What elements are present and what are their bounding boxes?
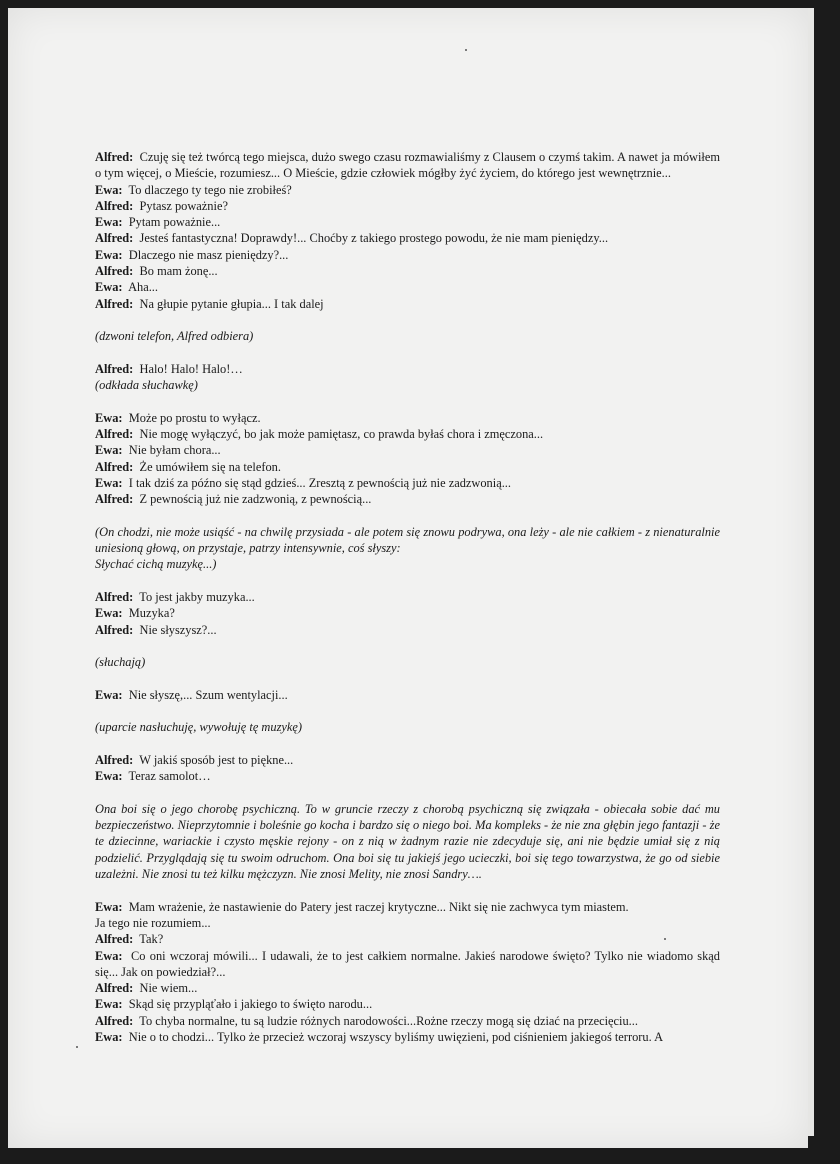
stage-direction: Słychać cichą muzykę...) [95, 557, 217, 572]
dialogue-line [95, 752, 720, 768]
dialogue-text: To chyba normalne, tu są ludzie różnych narodowości...Rożne rzeczy mogą się dziać na przecięciu... [139, 1013, 638, 1028]
stage-direction: (odkłada słuchawkę) [95, 378, 198, 393]
speaker-name: Ewa: [95, 606, 123, 621]
dialogue-line [95, 687, 720, 703]
speaker-name: Ewa: [95, 182, 123, 197]
dialogue-text: Na głupie pytanie głupia... I tak dalej [139, 296, 324, 311]
dialogue-line [95, 198, 720, 214]
blank-line [95, 638, 720, 654]
blank-line [95, 703, 720, 719]
dialogue-text: Aha... [128, 280, 158, 295]
dialogue-line [95, 605, 720, 621]
speaker-name: Alfred: [95, 981, 134, 996]
dialogue-line [95, 980, 720, 996]
dialogue-text: Co oni wczoraj mówili... I udawali, że to jest całkiem normalne. Jakieś narodowe święto? Tylko nie wiadomo skąd się... Jak on powiedział?... [95, 948, 720, 979]
dialogue-line [95, 491, 720, 507]
dialogue-line [95, 948, 720, 981]
speaker-name: Ewa: [95, 1030, 123, 1045]
speaker-name: Ewa: [95, 215, 123, 230]
stage-direction: (uparcie nasłuchuję, wywołuję tę muzykę) [95, 720, 303, 735]
dialogue-line [95, 279, 720, 295]
dialogue-line [95, 263, 720, 279]
speaker-name: Alfred: [95, 752, 134, 767]
stage-direction: (dzwoni telefon, Alfred odbiera) [95, 329, 254, 344]
blank-line [95, 393, 720, 409]
dialogue-line [95, 899, 720, 915]
speaker-name: Ewa: [95, 997, 123, 1012]
blank-line [95, 736, 720, 752]
dialogue-line [95, 410, 720, 426]
dialogue-text: Pytasz poważnie? [139, 198, 228, 213]
stage-direction: (słuchają) [95, 655, 146, 670]
speaker-name: Alfred: [95, 150, 134, 164]
dialogue-text: Nie o to chodzi... Tylko że przecież wczoraj wszyscy byliśmy uwięzieni, pod ciśnieniem jakiegoś terroru. A [128, 1030, 664, 1045]
stage-direction: (On chodzi, nie może usiąść - na chwilę przysiada - ale potem się znowu podrywa, ona leży - ale nie całkiem - z nienaturalnie uniesioną głową, on przystaje, patrzy intensywnie, coś słyszy: [95, 524, 720, 556]
speaker-name: Ewa: [95, 410, 123, 425]
speaker-name: Alfred: [95, 1013, 134, 1028]
dialogue-line [95, 1013, 720, 1029]
blank-line [95, 345, 720, 361]
speck [465, 49, 467, 51]
speaker-name: Alfred: [95, 492, 134, 507]
speaker-name: Ewa: [95, 280, 123, 295]
dialogue-text: Tak? [139, 932, 164, 947]
dialogue-line [95, 442, 720, 458]
script-text [95, 149, 720, 1045]
speaker-name: Alfred: [95, 459, 134, 474]
dialogue-line [95, 475, 720, 491]
page-edge [808, 8, 814, 1136]
dialogue-text: W jakiś sposób jest to piękne... [139, 752, 294, 767]
dialogue-text: Mam wrażenie, że nastawienie do Patery jest raczej krytyczne... Nikt się nie zachwyca tym miastem. [128, 899, 629, 914]
blank-line [95, 882, 720, 898]
speaker-name: Ewa: [95, 769, 123, 784]
dialogue-text: Nie słyszysz?... [139, 622, 217, 637]
blank-line [95, 312, 720, 328]
continuation-line: Ja tego nie rozumiem... [95, 915, 211, 930]
dialogue-line [95, 149, 720, 182]
dialogue-text: Jesteś fantastyczna! Doprawdy!... Choćby z takiego prostego powodu, że nie mam pieniędzy... [139, 231, 609, 246]
dialogue-line [95, 768, 720, 784]
dialogue-text: Z pewnością już nie zadzwonią, z pewnością... [139, 492, 372, 507]
speaker-name: Ewa: [95, 948, 123, 963]
speaker-name: Alfred: [95, 427, 134, 442]
speaker-name: Alfred: [95, 198, 134, 213]
dialogue-text: Bo mam żonę... [139, 264, 218, 279]
dialogue-line [95, 426, 720, 442]
speaker-name: Alfred: [95, 296, 134, 311]
blank-line [95, 785, 720, 801]
dialogue-line [95, 622, 720, 638]
speaker-name: Alfred: [95, 622, 134, 637]
speaker-name: Alfred: [95, 361, 134, 376]
dialogue-text: Nie byłam chora... [128, 443, 221, 458]
dialogue-text: To jest jakby muzyka... [139, 590, 255, 605]
dialogue-text: Teraz samolot… [128, 769, 211, 784]
speaker-name: Alfred: [95, 590, 134, 605]
speaker-name: Ewa: [95, 475, 123, 490]
dialogue-text: I tak dziś za późno się stąd gdzieś... Zresztą z pewnością już nie zadzwonią... [128, 475, 511, 490]
dialogue-text: Że umówiłem się na telefon. [139, 459, 281, 474]
dialogue-line [95, 589, 720, 605]
speck [76, 1046, 78, 1048]
dialogue-text: Muzyka? [128, 606, 175, 621]
blank-line [95, 671, 720, 687]
dialogue-text: Nie mogę wyłączyć, bo jak może pamiętasz, co prawda byłaś chora i zmęczona... [139, 427, 544, 442]
dialogue-text: To dlaczego ty tego nie zrobiłeś? [128, 182, 292, 197]
blank-line [95, 508, 720, 524]
dialogue-text: Może po prostu to wyłącz. [128, 410, 261, 425]
dialogue-line [95, 230, 720, 246]
speaker-name: Alfred: [95, 932, 134, 947]
speaker-name: Ewa: [95, 247, 123, 262]
dialogue-line [95, 459, 720, 475]
dialogue-text: Nie wiem... [139, 981, 198, 996]
dialogue-line [95, 247, 720, 263]
speaker-name: Ewa: [95, 687, 123, 702]
dialogue-text: Pytam poważnie... [128, 215, 221, 230]
dialogue-line [95, 182, 720, 198]
dialogue-line [95, 1029, 720, 1045]
dialogue-text: Dlaczego nie masz pieniędzy?... [128, 247, 289, 262]
dialogue-text: Skąd się przypląťało i jakiego to święto narodu... [128, 997, 373, 1012]
dialogue-line [95, 214, 720, 230]
speaker-name: Alfred: [95, 264, 134, 279]
dialogue-text: Czuję się też twórcą tego miejsca, dużo swego czasu rozmawialiśmy z Clausem o czymś takim. A nawet ja mówiłem o tym więcej, o Mieście, rozumiesz... O Mieście, gdzie człowiek mógłby żyć życiem, do którego jest wewnętrznie... [95, 150, 721, 181]
dialogue-line [95, 996, 720, 1012]
dialogue-text: Halo! Halo! Halo!… [139, 361, 243, 376]
speaker-name: Ewa: [95, 899, 123, 914]
dialogue-text: Nie słyszę,... Szum wentylacji... [128, 687, 288, 702]
speaker-name: Ewa: [95, 443, 123, 458]
dialogue-line [95, 931, 720, 947]
blank-line [95, 573, 720, 589]
stage-direction: Ona boi się o jego chorobę psychiczną. To w gruncie rzeczy z chorobą psychiczną się związała - obiecała sobie dać mu bezpieczeństwo. Nieprzytomnie i boleśnie go kocha i bardzo się o niego boi. Ma kompleks - że nie zna głębin jego fantazji - że te dziecinne, wariackie i czysto męskie rejony - on z nią w żadnym razie nie zdecyduje się, ani nie będzie umiał się z nią podzielić. Przyglądają się tu swoim odruchom. Ona boi się tu jakiejś jego ucieczki, boi się tego towarzystwa, że go od siebie uzależni. Nie znosi tu też kilku mężczyzn. Nie znosi Melity, nie znosi Sandry…. [95, 801, 720, 882]
dialogue-line [95, 296, 720, 312]
speaker-name: Alfred: [95, 231, 134, 246]
dialogue-line [95, 361, 720, 377]
